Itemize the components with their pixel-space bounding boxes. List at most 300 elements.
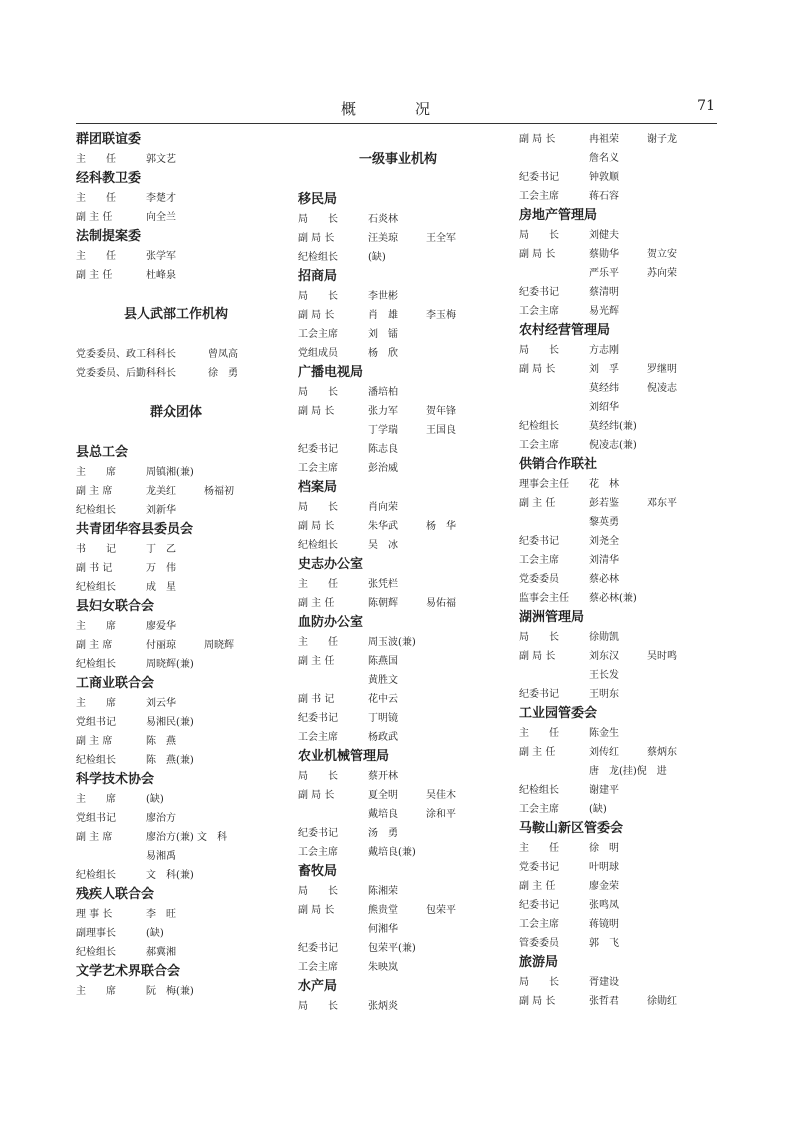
position-title: 工会主席 xyxy=(519,306,559,317)
person-name: 包荣平(兼) xyxy=(368,943,416,954)
position-title: 纪委书记 xyxy=(298,828,338,839)
person-name-2: 涂和平 xyxy=(426,809,456,820)
person-name: 蒋石容 xyxy=(589,191,619,202)
position-title: 纪检组长 xyxy=(76,755,116,766)
person-name: 蔡勋华 xyxy=(589,249,619,260)
staff-row xyxy=(298,767,498,786)
section-heading: 群众团体 xyxy=(149,405,202,420)
person-name: 莫经纬(兼) xyxy=(589,421,637,432)
person-name: 倪凌志(兼) xyxy=(589,440,637,451)
person-name: 石炎林 xyxy=(368,214,398,225)
staff-row xyxy=(519,379,719,398)
position-title: 副 主 任 xyxy=(298,656,335,667)
position-title: 副 主 任 xyxy=(519,498,556,509)
staff-row xyxy=(298,728,498,747)
person-name: 刘新华 xyxy=(146,505,176,516)
person-name-2: 周晓辉 xyxy=(204,640,234,651)
person-name: 周玉波(兼) xyxy=(368,637,416,648)
person-name: 曾凤高 xyxy=(208,349,238,360)
position-title: 工会主席 xyxy=(519,804,559,815)
org-heading: 农业机械管理局 xyxy=(298,749,390,764)
person-name: 何湘华 xyxy=(368,924,398,935)
person-name: 肖向荣 xyxy=(368,502,398,513)
staff-row xyxy=(298,440,498,459)
person-name: 文 科(兼) xyxy=(146,870,194,881)
person-name-2: 贺立安 xyxy=(647,249,677,260)
org-heading: 史志办公室 xyxy=(298,557,364,572)
staff-row xyxy=(76,790,276,809)
position-title: 主 席 xyxy=(76,794,116,805)
position-title: 副 主 席 xyxy=(76,736,113,747)
spacer xyxy=(298,130,498,150)
position-title: 工会主席 xyxy=(298,847,338,858)
position-title: 主 任 xyxy=(519,843,559,854)
person-name: 刘健夫 xyxy=(589,230,619,241)
section-heading: 一级事业机构 xyxy=(358,152,437,167)
person-name: 陈朝辉 xyxy=(368,598,398,609)
staff-row xyxy=(519,398,719,417)
person-name-2: 贺年锋 xyxy=(426,406,456,417)
position-title: 局 长 xyxy=(298,214,338,225)
position-title: 党委书记 xyxy=(519,862,559,873)
org-heading: 工商业联合会 xyxy=(76,676,155,691)
person-name: 李楚才 xyxy=(146,193,176,204)
staff-row xyxy=(76,636,276,655)
person-name: 廖治方(兼) 文 科 xyxy=(146,832,227,843)
position-title: 局 长 xyxy=(298,771,338,782)
person-name-2: 易佑福 xyxy=(426,598,456,609)
staff-row xyxy=(76,266,276,285)
staff-row xyxy=(519,341,719,360)
person-name: (缺) xyxy=(146,794,164,805)
staff-row xyxy=(519,915,719,934)
person-name: 朱华武 xyxy=(368,521,398,532)
staff-row xyxy=(298,843,498,862)
staff-row xyxy=(298,248,498,267)
position-title: 纪检组长 xyxy=(76,582,116,593)
staff-row xyxy=(76,943,276,962)
person-name: 刘尧全 xyxy=(589,536,619,547)
person-name: 冉祖荣 xyxy=(589,134,619,145)
position-title: 局 长 xyxy=(298,1001,338,1012)
column-left xyxy=(76,130,276,1001)
staff-row xyxy=(298,671,498,690)
org-heading: 档案局 xyxy=(298,480,338,495)
position-title: 主 任 xyxy=(519,728,559,739)
person-name: 李世彬 xyxy=(368,291,398,302)
person-name-2: 苏向荣 xyxy=(647,268,677,279)
org-heading: 群团联谊委 xyxy=(76,132,142,147)
staff-row xyxy=(298,210,498,229)
person-name: 廖治方 xyxy=(146,813,176,824)
person-name: 张学军 xyxy=(146,251,176,262)
position-title: 纪检组长 xyxy=(298,540,338,551)
staff-row xyxy=(298,709,498,728)
position-title: 工会主席 xyxy=(519,191,559,202)
person-name: 周镇湘(兼) xyxy=(146,467,194,478)
position-title: 主 任 xyxy=(76,193,116,204)
staff-row xyxy=(298,786,498,805)
person-name: 丁学瑞 xyxy=(368,425,398,436)
person-name: 钟敦顺 xyxy=(589,172,619,183)
person-name: 詹名义 xyxy=(589,153,619,164)
person-name: 郝冀湘 xyxy=(146,947,176,958)
person-name: 夏全明 xyxy=(368,790,398,801)
person-name: 潘培柏 xyxy=(368,387,398,398)
staff-row xyxy=(519,858,719,877)
person-name: 易湘民(兼) xyxy=(146,717,194,728)
staff-row xyxy=(519,896,719,915)
position-title: 工会主席 xyxy=(298,962,338,973)
person-name: 刘绍华 xyxy=(589,402,619,413)
person-name: 胥建设 xyxy=(589,977,619,988)
person-name: 张哲君 xyxy=(589,996,619,1007)
person-name: 莫经纬 xyxy=(589,383,619,394)
staff-row xyxy=(76,208,276,227)
staff-row xyxy=(76,463,276,482)
person-name: 刘传红 xyxy=(589,747,619,758)
position-title: 纪检组长 xyxy=(76,947,116,958)
position-title: 副 书 记 xyxy=(76,563,113,574)
position-title: 理 事 长 xyxy=(76,909,113,920)
person-name: (缺) xyxy=(589,804,607,815)
position-title: 监事会主任 xyxy=(519,593,569,604)
org-heading: 移民局 xyxy=(298,192,338,207)
position-title: 副 局 长 xyxy=(298,521,335,532)
staff-row xyxy=(76,578,276,597)
staff-row xyxy=(519,877,719,896)
position-title: 副 主 席 xyxy=(76,832,113,843)
staff-row xyxy=(76,751,276,770)
person-name: 叶明球 xyxy=(589,862,619,873)
person-name: 徐 明 xyxy=(589,843,619,854)
position-title: 党委委员 xyxy=(519,574,559,585)
position-title: 党委委员、后勤科科长 xyxy=(76,368,176,379)
staff-row xyxy=(298,939,498,958)
header-title: 概 况 xyxy=(340,100,452,118)
person-name: 成 星 xyxy=(146,582,176,593)
staff-row xyxy=(519,647,719,666)
person-name: 彭若鉴 xyxy=(589,498,619,509)
staff-row xyxy=(298,997,498,1016)
person-name-2: 王全军 xyxy=(426,233,456,244)
staff-row xyxy=(298,958,498,977)
staff-row xyxy=(519,532,719,551)
position-title: 纪检组长 xyxy=(519,785,559,796)
person-name-2: 王国良 xyxy=(426,425,456,436)
column-right xyxy=(519,130,719,1011)
position-title: 主 席 xyxy=(76,467,116,478)
staff-row xyxy=(76,189,276,208)
position-title: 副 局 长 xyxy=(298,905,335,916)
org-heading: 文学艺术界联合会 xyxy=(76,964,181,979)
position-title: 纪委书记 xyxy=(519,172,559,183)
staff-row xyxy=(519,494,719,513)
person-name: 王明东 xyxy=(589,689,619,700)
position-title: 党委委员、政工科科长 xyxy=(76,349,176,360)
staff-row xyxy=(519,934,719,953)
position-title: 工会主席 xyxy=(298,329,338,340)
spacer xyxy=(76,285,276,305)
person-name: 唐 龙(挂)倪 进 xyxy=(589,766,667,777)
position-title: 局 长 xyxy=(519,632,559,643)
staff-row xyxy=(519,589,719,608)
staff-row xyxy=(519,992,719,1011)
staff-row xyxy=(298,459,498,478)
section-heading: 县人武部工作机构 xyxy=(123,307,228,322)
position-title: 局 长 xyxy=(298,291,338,302)
staff-row xyxy=(298,517,498,536)
staff-row xyxy=(519,800,719,819)
position-title: 主 任 xyxy=(76,154,116,165)
position-title: 党组成员 xyxy=(298,348,338,359)
org-heading: 马鞍山新区管委会 xyxy=(519,821,624,836)
person-name: 刘 镭 xyxy=(368,329,398,340)
staff-row xyxy=(519,570,719,589)
position-title: 主 任 xyxy=(298,579,338,590)
staff-row xyxy=(519,551,719,570)
person-name: 杜峰泉 xyxy=(146,270,176,281)
org-heading: 供销合作联社 xyxy=(519,457,598,472)
staff-row xyxy=(76,655,276,674)
person-name: 杨 欣 xyxy=(368,348,398,359)
position-title: 纪委书记 xyxy=(298,444,338,455)
position-title: 主 任 xyxy=(298,637,338,648)
staff-row xyxy=(76,713,276,732)
position-title: 工会主席 xyxy=(519,555,559,566)
person-name: (缺) xyxy=(368,252,386,263)
position-title: 局 长 xyxy=(298,502,338,513)
position-title: 局 长 xyxy=(519,230,559,241)
person-name: 阮 梅(兼) xyxy=(146,986,194,997)
org-heading: 血防办公室 xyxy=(298,615,364,630)
position-title: 副 局 长 xyxy=(519,996,556,1007)
org-heading: 县总工会 xyxy=(76,445,129,460)
staff-row xyxy=(76,617,276,636)
staff-row xyxy=(298,287,498,306)
org-heading: 房地产管理局 xyxy=(519,208,598,223)
person-name: 花 林 xyxy=(589,479,619,490)
position-title: 副 局 长 xyxy=(519,651,556,662)
org-heading: 湖洲管理局 xyxy=(519,610,585,625)
spacer xyxy=(76,325,276,345)
person-name: 陈燕国 xyxy=(368,656,398,667)
org-heading: 工业园管委会 xyxy=(519,706,598,721)
column-middle xyxy=(298,130,498,1016)
person-name: 易湘禹 xyxy=(146,851,176,862)
position-title: 纪检组长 xyxy=(519,421,559,432)
staff-row xyxy=(298,882,498,901)
staff-row xyxy=(519,685,719,704)
staff-row xyxy=(298,325,498,344)
person-name: 周晓辉(兼) xyxy=(146,659,194,670)
staff-row xyxy=(298,805,498,824)
person-name-2: 吴佳木 xyxy=(426,790,456,801)
person-name-2: 邓东平 xyxy=(647,498,677,509)
position-title: 局 长 xyxy=(298,886,338,897)
staff-row xyxy=(519,513,719,532)
person-name: 蔡必林 xyxy=(589,574,619,585)
position-title: 纪委书记 xyxy=(519,900,559,911)
person-name: 龙美红 xyxy=(146,486,176,497)
staff-row xyxy=(298,306,498,325)
person-name: 丁明镜 xyxy=(368,713,398,724)
person-name: 方志刚 xyxy=(589,345,619,356)
staff-row xyxy=(519,187,719,206)
person-name: 蔡清明 xyxy=(589,287,619,298)
position-title: 主 席 xyxy=(76,621,116,632)
staff-row xyxy=(519,743,719,762)
person-name: 丁 乙 xyxy=(146,544,176,555)
position-title: 副 主 席 xyxy=(76,640,113,651)
position-title: 主 席 xyxy=(76,986,116,997)
person-name-2: 蔡炳东 xyxy=(647,747,677,758)
person-name: 陈金生 xyxy=(589,728,619,739)
org-heading: 经科教卫委 xyxy=(76,171,142,186)
position-title: 纪委书记 xyxy=(298,713,338,724)
org-heading: 科学技术协会 xyxy=(76,772,155,787)
staff-row xyxy=(76,982,276,1001)
staff-row xyxy=(298,824,498,843)
position-title: 局 长 xyxy=(519,345,559,356)
person-name: (缺) xyxy=(146,928,164,939)
person-name: 汤 勇 xyxy=(368,828,398,839)
person-name: 廖爱华 xyxy=(146,621,176,632)
staff-row xyxy=(298,344,498,363)
position-title: 纪委书记 xyxy=(519,287,559,298)
person-name-2: 吴时鸣 xyxy=(647,651,677,662)
org-heading: 共青团华容县委员会 xyxy=(76,522,194,537)
staff-row xyxy=(76,847,276,866)
person-name: 陈 燕(兼) xyxy=(146,755,194,766)
position-title: 副 局 长 xyxy=(298,406,335,417)
staff-row xyxy=(519,360,719,379)
staff-row xyxy=(519,302,719,321)
staff-row xyxy=(76,501,276,520)
staff-row xyxy=(76,905,276,924)
running-header xyxy=(76,96,717,122)
person-name: 杨政武 xyxy=(368,732,398,743)
person-name: 花中云 xyxy=(368,694,398,705)
staff-row xyxy=(76,482,276,501)
position-title: 纪检组长 xyxy=(76,659,116,670)
position-title: 副 主 任 xyxy=(76,212,113,223)
staff-row xyxy=(298,920,498,939)
staff-row xyxy=(298,901,498,920)
org-heading: 畜牧局 xyxy=(298,864,338,879)
staff-row xyxy=(519,264,719,283)
staff-row xyxy=(76,247,276,266)
staff-row xyxy=(519,762,719,781)
position-title: 副 书 记 xyxy=(298,694,335,705)
person-name: 蔡开林 xyxy=(368,771,398,782)
position-title: 副 主 席 xyxy=(76,486,113,497)
person-name: 陈湘荣 xyxy=(368,886,398,897)
position-title: 纪委书记 xyxy=(298,943,338,954)
org-heading: 水产局 xyxy=(298,979,338,994)
person-name: 张凭栏 xyxy=(368,579,398,590)
person-name: 熊贵堂 xyxy=(368,905,398,916)
org-heading: 农村经营管理局 xyxy=(519,323,611,338)
staff-row xyxy=(76,924,276,943)
staff-row xyxy=(519,724,719,743)
person-name: 陈 燕 xyxy=(146,736,176,747)
person-name: 黎英勇 xyxy=(589,517,619,528)
header-rule xyxy=(76,123,717,124)
position-title: 纪检组长 xyxy=(76,870,116,881)
position-title: 纪检组长 xyxy=(298,252,338,263)
person-name: 陈志良 xyxy=(368,444,398,455)
person-name: 万 伟 xyxy=(146,563,176,574)
position-title: 工会主席 xyxy=(298,732,338,743)
position-title: 副 主 任 xyxy=(519,881,556,892)
position-title: 纪检组长 xyxy=(76,505,116,516)
person-name: 郭文艺 xyxy=(146,154,176,165)
staff-row xyxy=(519,666,719,685)
staff-row xyxy=(76,828,276,847)
person-name: 徐勋凯 xyxy=(589,632,619,643)
person-name-2: 谢子龙 xyxy=(647,134,677,145)
person-name: 刘东汉 xyxy=(589,651,619,662)
position-title: 工会主席 xyxy=(519,440,559,451)
position-title: 工会主席 xyxy=(519,919,559,930)
person-name: 徐 勇 xyxy=(208,368,238,379)
position-title: 党组书记 xyxy=(76,717,116,728)
position-title: 副 局 长 xyxy=(298,310,335,321)
staff-row xyxy=(519,283,719,302)
staff-row xyxy=(76,150,276,169)
position-title: 副 主 任 xyxy=(519,747,556,758)
org-heading: 旅游局 xyxy=(519,955,559,970)
staff-row xyxy=(76,809,276,828)
person-name: 严乐平 xyxy=(589,268,619,279)
position-title: 副 局 长 xyxy=(298,790,335,801)
staff-row xyxy=(298,536,498,555)
staff-row xyxy=(519,226,719,245)
staff-row xyxy=(76,732,276,751)
staff-row xyxy=(298,690,498,709)
person-name: 王长发 xyxy=(589,670,619,681)
staff-row xyxy=(519,839,719,858)
org-heading: 县妇女联合会 xyxy=(76,599,155,614)
position-title: 副 局 长 xyxy=(519,134,556,145)
staff-row xyxy=(298,498,498,517)
person-name: 张鸣凤 xyxy=(589,900,619,911)
person-name-2: 包荣平 xyxy=(426,905,456,916)
person-name: 朱映岚 xyxy=(368,962,398,973)
staff-row xyxy=(519,475,719,494)
person-name: 蔡必林(兼) xyxy=(589,593,637,604)
staff-row xyxy=(76,866,276,885)
staff-row xyxy=(519,781,719,800)
staff-row xyxy=(519,436,719,455)
person-name-2: 徐勋红 xyxy=(647,996,677,1007)
staff-row xyxy=(519,245,719,264)
person-name-2: 杨福初 xyxy=(204,486,234,497)
position-title: 纪委书记 xyxy=(519,536,559,547)
person-name: 黄胜文 xyxy=(368,675,398,686)
position-title: 主 任 xyxy=(76,251,116,262)
staff-row xyxy=(298,229,498,248)
position-title: 副 局 长 xyxy=(298,233,335,244)
position-title: 党组书记 xyxy=(76,813,116,824)
person-name: 蒋镜明 xyxy=(589,919,619,930)
staff-row xyxy=(76,559,276,578)
spacer xyxy=(76,423,276,443)
person-name: 张力军 xyxy=(368,406,398,417)
org-heading: 招商局 xyxy=(298,269,338,284)
staff-row xyxy=(76,345,276,364)
